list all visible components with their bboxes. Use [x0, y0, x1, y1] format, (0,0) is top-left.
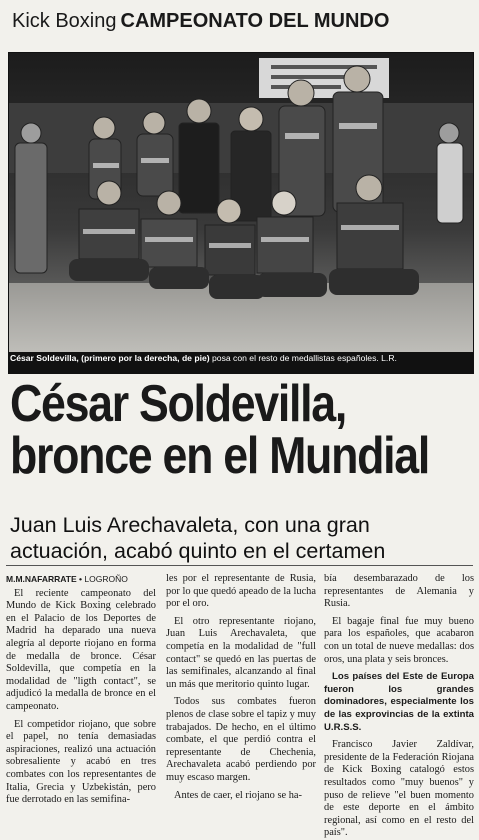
- paragraph: Todos sus combates fueron plenos de clase sobre el tapiz y muy trabajados. De hecho, en el último combate, el que perdió contra el representante de Chechenia, Arechavaleta acabó perdiendo por muy escaso margen.: [166, 696, 316, 783]
- paragraph: Antes de caer, el riojano se ha-: [174, 789, 302, 801]
- paragraph: Los países del Este de Europa fueron los grandes dominadores, especialmente los de las exprovincias de la extinta U.R.S.S.: [324, 671, 474, 733]
- paragraph: les por el representante de Rusia, por lo que quedó apeado de la lucha por el oro.: [166, 573, 316, 610]
- headline-line-2: bronce en el Mundial: [10, 427, 429, 485]
- paragraph: El reciente campeonato del Mundo de Kick Boxing celebrado en el Palacio de los Deportes de Madrid ha deparado una nueva alegría al deporte riojano en forma de medalla de bronce. César Soldevilla, que competía en la modalidad de "ligth contact", se adjudicó la medalla de bronce en el campeonato.: [6, 587, 156, 712]
- paragraph: El bagaje final fue muy bueno para los españoles, que acabaron con un total de nueve medallas: dos oros, una plata y seis bronces.: [324, 615, 474, 665]
- subheadline: Juan Luis Arechavaleta, con una gran actuación, acabó quinto en el certamen: [10, 513, 386, 563]
- headline: [10, 375, 429, 485]
- article-column-3: [324, 573, 474, 839]
- article-column-2: [166, 573, 316, 799]
- byline: [6, 573, 156, 586]
- paragraph: El competidor riojano, que sobre el papel, no tenía demasiadas aspiraciones, realizó una actuación sobresaliente y acabó en tres combates con los representantes de Italia, Grecia y Uzbekistán, pero fue derrotado en las semifina-: [6, 718, 156, 806]
- headline-line-1: César Soldevilla,: [10, 375, 347, 433]
- team-photo: [8, 52, 474, 374]
- section-kicker: [12, 6, 472, 36]
- byline-city: LOGROÑO: [84, 574, 128, 584]
- kicker-section: Kick Boxing: [12, 10, 117, 32]
- photo-caption: [10, 353, 468, 367]
- byline-separator: •: [76, 574, 85, 584]
- article-body: [6, 573, 475, 839]
- paragraph: Francisco Javier Zaldívar, presidente de la Federación Riojana de Kick Boxing catalogó estos resultados como "muy buenos" y puso de relieve "el buen momento de este deporte en el ámbito regional, así como en el resto del país".: [324, 739, 474, 839]
- photo-illustration: [9, 53, 473, 373]
- byline-author: M.M.NAFARRATE: [6, 574, 77, 584]
- article-column-1: [6, 573, 156, 806]
- caption-text: posa con el resto de medallistas españoles.: [209, 353, 379, 363]
- caption-bold: César Soldevilla, (primero por la derecha, de pie): [10, 353, 210, 363]
- divider: [6, 565, 473, 566]
- paragraph: bía desembarazado de los representantes de Alemania y Rusia.: [324, 573, 474, 610]
- paragraph: El otro representante riojano, Juan Luis Arechavaleta, que competía en la modalidad de "full contact" se quedó en las puertas de las semifinales, alcanzando al final un más que meritorio quinto lugar.: [166, 615, 316, 690]
- kicker-topic: CAMPEONATO DEL MUNDO: [120, 10, 390, 32]
- photo-credit: L.R.: [378, 353, 397, 363]
